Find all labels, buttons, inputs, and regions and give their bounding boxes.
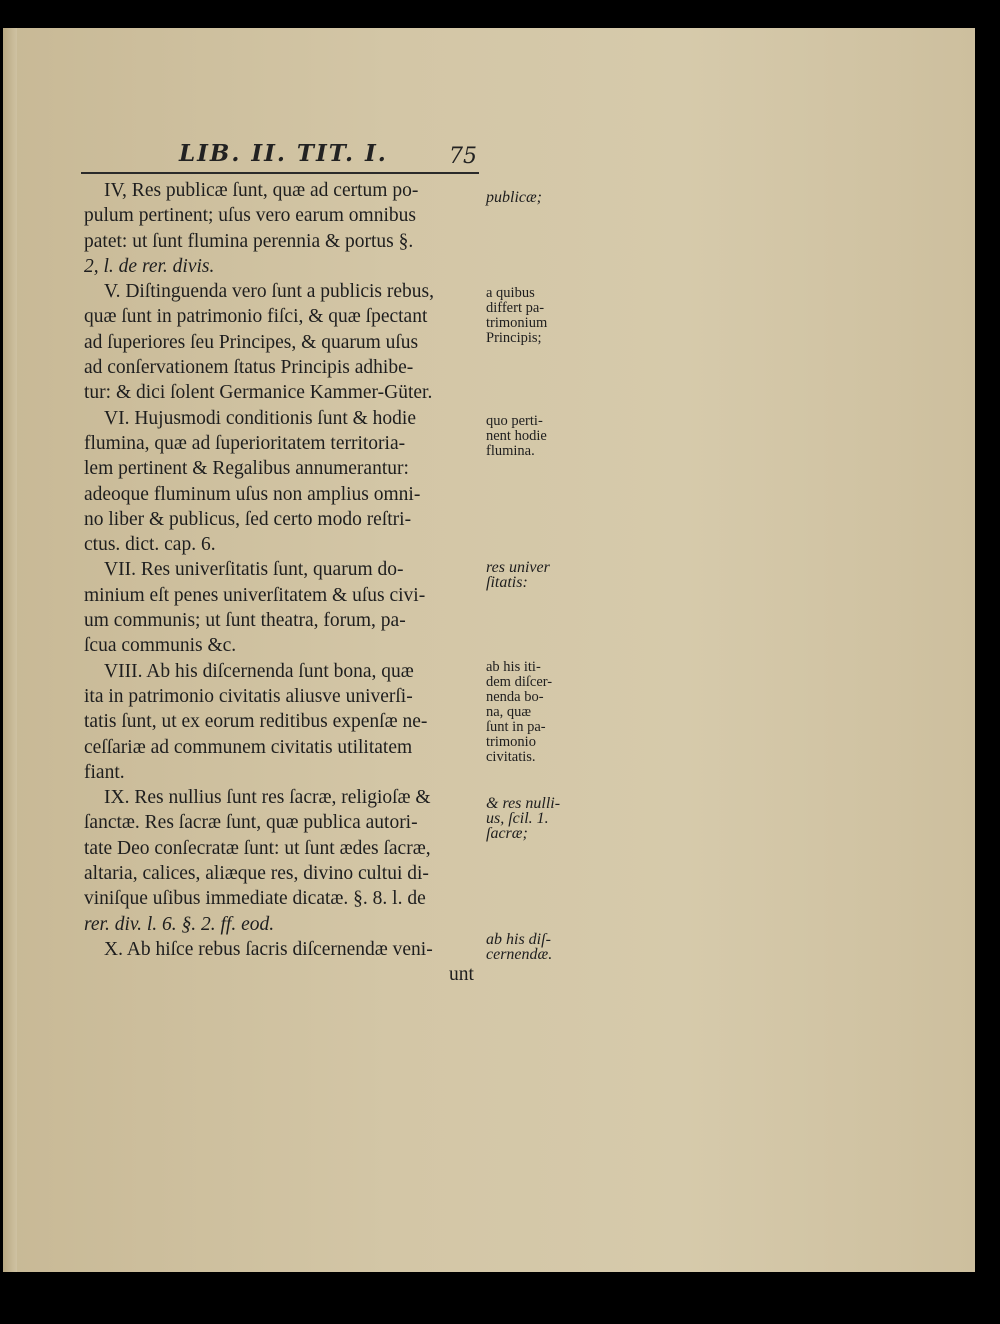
margin-line: trimonio [486, 734, 536, 750]
text-line: ceſſariæ ad communem civitatis utilitatem [84, 736, 413, 758]
text-line: tur: & dici ſolent Germanice Kammer-Güter. [84, 382, 433, 404]
margin-line: publicæ; [486, 189, 542, 206]
text-line: altaria, calices, aliæque res, divino cultui di- [84, 863, 429, 885]
text-line: ſanctæ. Res ſacræ ſunt, quæ publica autori- [84, 812, 418, 834]
running-header [81, 140, 481, 180]
text-line: lem pertinent & Regalibus annumerantur: [84, 458, 409, 480]
margin-note-patrimonium [486, 286, 547, 346]
text-line: tate Deo conſecratæ ſunt: ut ſunt ædes ſacræ, [84, 837, 431, 859]
text-line: ita in patrimonio civitatis aliusve univerſi- [84, 685, 413, 707]
margin-line: cernendæ. [486, 946, 553, 963]
text-line: IV, Res publicæ ſunt, quæ ad certum po- [104, 180, 419, 201]
book-page [3, 28, 975, 1272]
margin-line: a quibus [486, 285, 535, 301]
text-line: viniſque uſibus immediate dicatæ. §. 8. l. de [84, 888, 426, 910]
page-number: 75 [449, 144, 477, 169]
margin-line: dem diſcer- [486, 674, 553, 690]
margin-line: differt pa- [486, 300, 545, 316]
text-line: VI. Hujusmodi conditionis ſunt & hodie [104, 407, 416, 429]
text-line: rer. div. l. 6. §. 2. ff. eod. [84, 913, 275, 935]
main-text [84, 178, 484, 988]
margin-line: trimonium [486, 315, 548, 331]
text-line: flumina, quæ ad ſuperioritatem territoria- [84, 432, 406, 454]
text-line: patet: ut ſunt flumina perennia & portus §. [84, 230, 414, 252]
text-line: fiant. [84, 761, 125, 783]
margin-note-discernendae [486, 932, 552, 962]
margin-line: us, ſcil. 1. [486, 810, 549, 827]
catchword: unt [449, 964, 474, 986]
margin-line: ſunt in pa- [486, 719, 546, 735]
margin-line: nenda bo- [486, 689, 544, 705]
margin-line: na, quæ [486, 704, 532, 720]
text-line: pulum pertinent; uſus vero earum omnibus [84, 205, 416, 227]
text-line: ſcua communis &c. [84, 635, 237, 657]
page-gutter [3, 28, 17, 1272]
text-line: VII. Res univerſitatis ſunt, quarum do- [104, 559, 404, 581]
margin-line: ab his diſ- [486, 931, 551, 948]
margin-line: res univer [486, 559, 550, 576]
margin-note-universitatis [486, 560, 550, 590]
margin-line: ſacræ; [486, 825, 528, 842]
margin-line: nent hodie [486, 428, 547, 444]
text-line: adeoque fluminum uſus non amplius omni- [84, 483, 421, 505]
margin-line: civitatis. [486, 749, 536, 765]
margin-line: ab his iti- [486, 659, 541, 675]
text-line: 2, l. de rer. divis. [84, 255, 215, 277]
margin-note-publicae [486, 190, 542, 205]
text-line: VIII. Ab his diſcernenda ſunt bona, quæ [104, 660, 414, 682]
text-line: minium eſt penes univerſitatem & uſus civi- [84, 584, 426, 606]
text-line: tatis ſunt, ut ex eorum reditibus expenſæ ne- [84, 711, 428, 733]
margin-line: Principis; [486, 330, 542, 346]
margin-note-flumina [486, 414, 547, 459]
margin-line: ſitatis: [486, 574, 528, 591]
header-rule [81, 172, 479, 174]
margin-line: quo perti- [486, 413, 543, 429]
running-title: LIB. II. TIT. I. [179, 140, 388, 167]
text-line: ad conſervationem ſtatus Principis adhibe- [84, 357, 414, 379]
text-line: X. Ab hiſce rebus ſacris diſcernendæ veni- [104, 938, 433, 960]
text-line: ad ſuperiores ſeu Principes, & quarum uſus [84, 331, 419, 353]
text-line: um communis; ut ſunt theatra, forum, pa- [84, 610, 406, 632]
text-line: IX. Res nullius ſunt res ſacræ, religioſæ & [104, 787, 431, 809]
margin-note-res-nullius [486, 796, 560, 841]
margin-line: & res nulli- [486, 795, 561, 812]
text-line: quæ ſunt in patrimonio fiſci, & quæ ſpectant [84, 306, 428, 328]
margin-note-bona [486, 660, 552, 765]
text-line: V. Diſtinguenda vero ſunt a publicis rebus, [104, 281, 435, 303]
margin-line: flumina. [486, 443, 535, 459]
text-line: ctus. dict. cap. 6. [84, 534, 216, 556]
text-line: no liber & publicus, ſed certo modo reſtri- [84, 508, 412, 530]
